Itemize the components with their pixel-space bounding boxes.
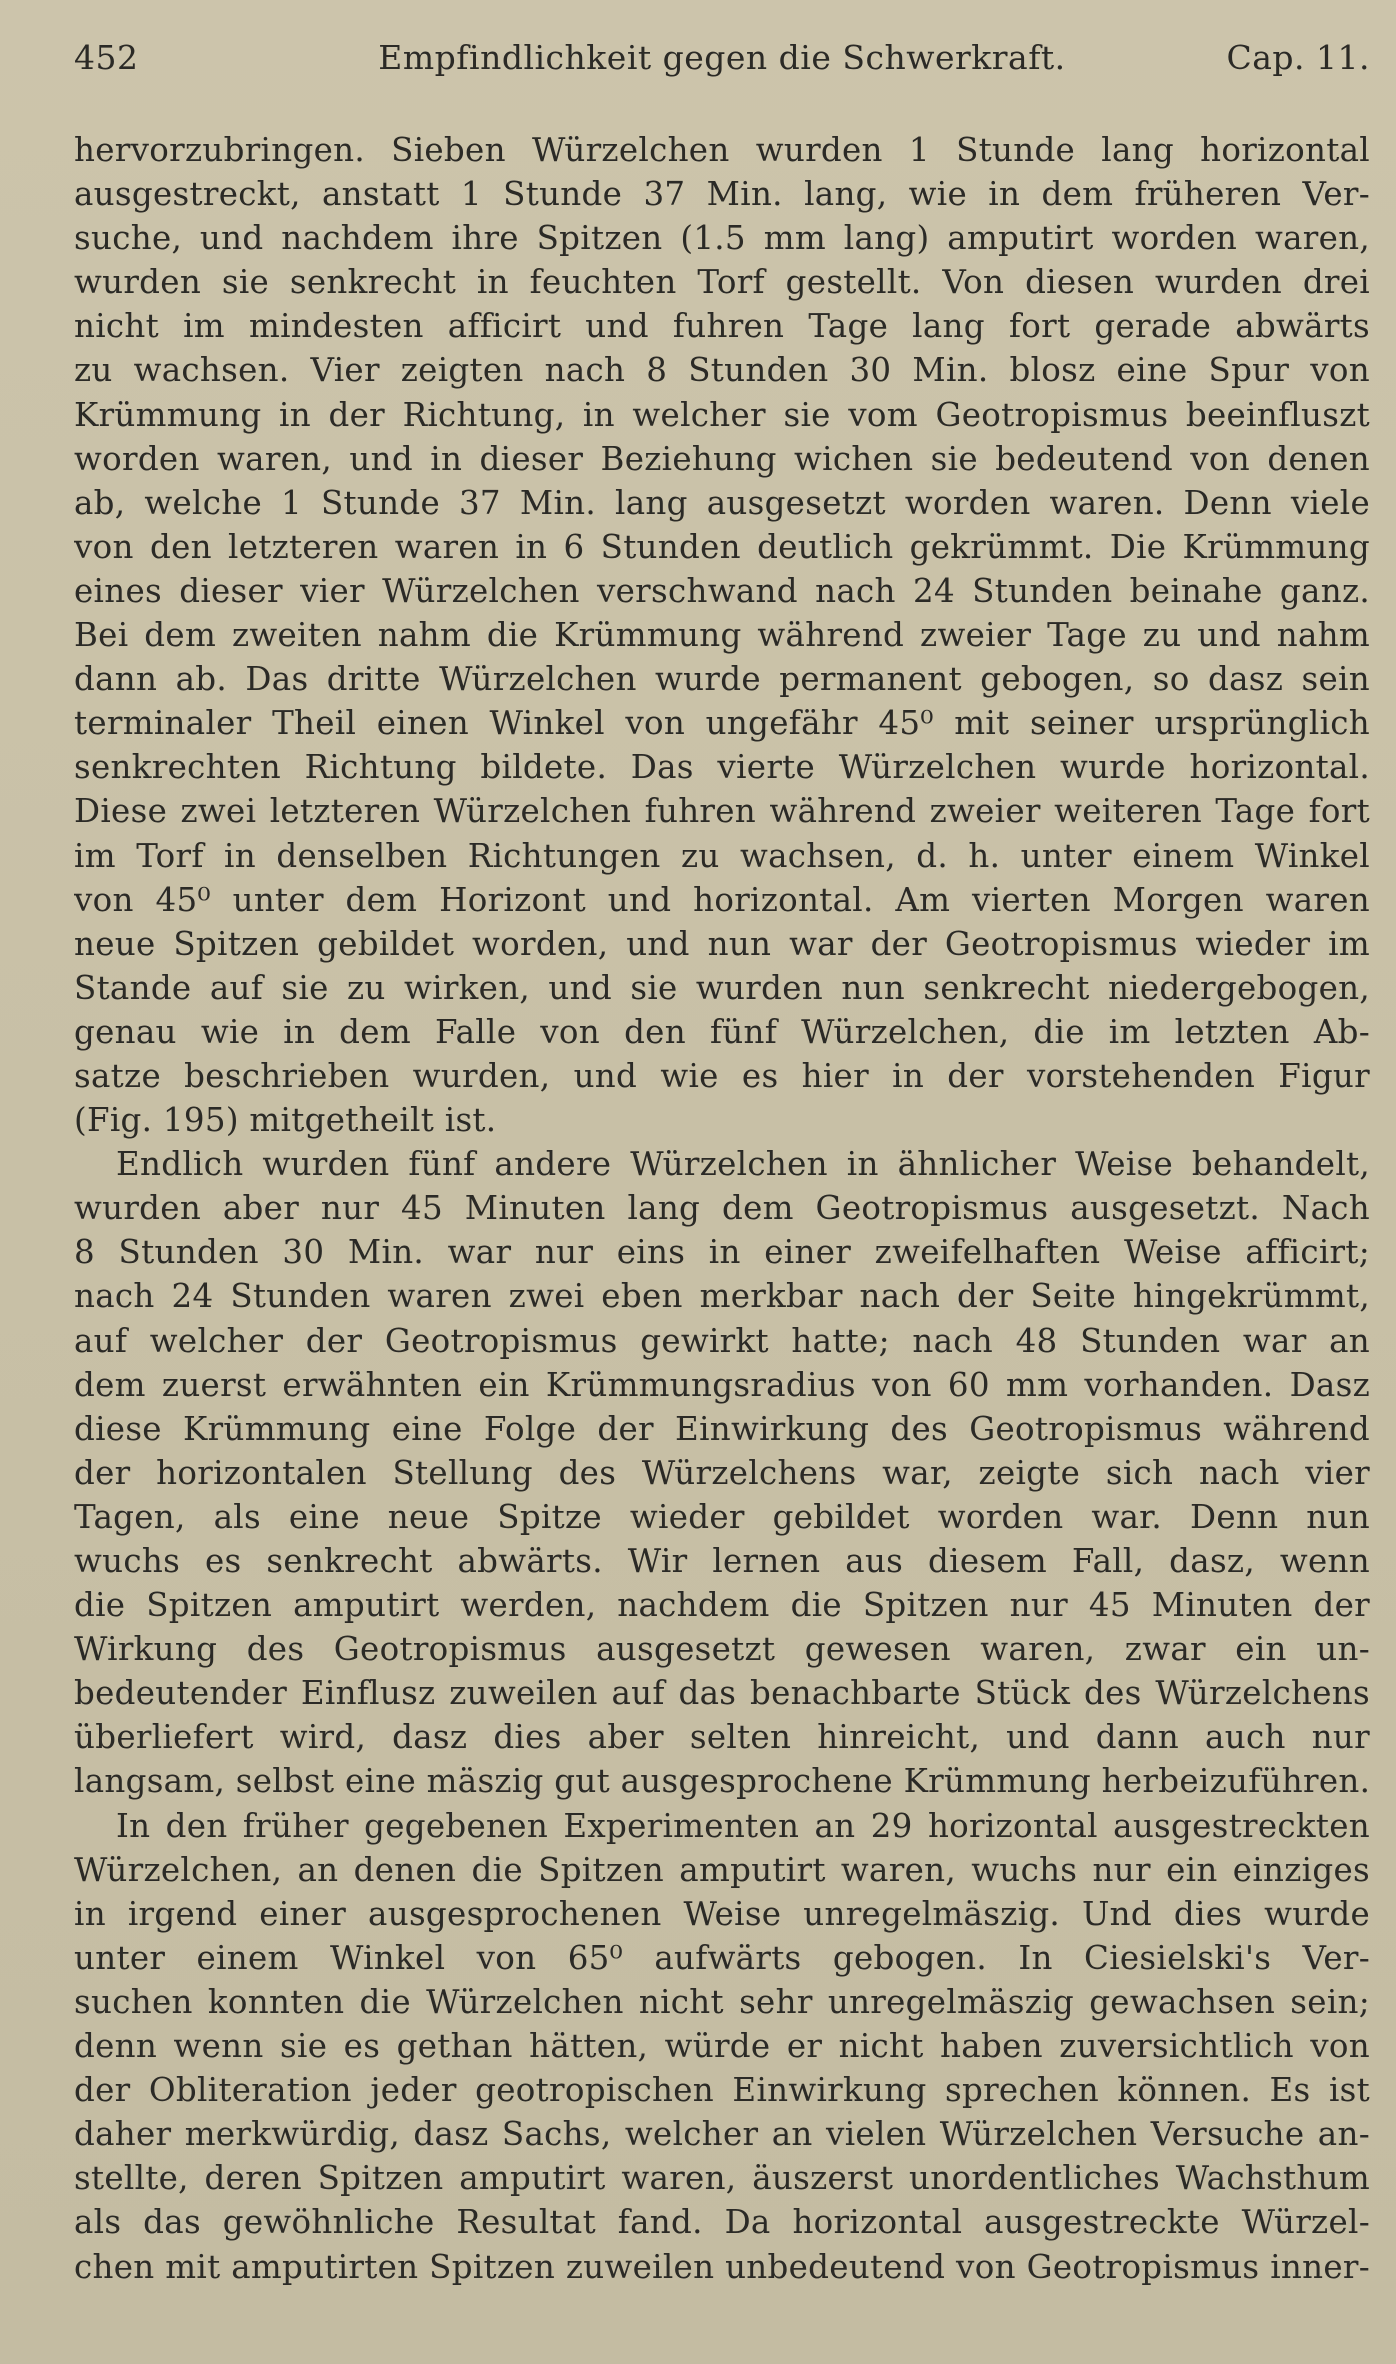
page-header xyxy=(74,38,1370,88)
text-line: Bei dem zweiten nahm die Krümmung während zweier Tage zu und nahm xyxy=(74,616,1370,655)
text-line: suche, und nachdem ihre Spitzen (1.5 mm lang) amputirt worden waren, xyxy=(74,219,1370,258)
text-line: chen mit amputirten Spitzen zuweilen unbedeutend von Geotropismus inner- xyxy=(74,2247,1370,2286)
text-line: senkrechten Richtung bildete. Das vierte Würzelchen wurde horizontal. xyxy=(74,748,1370,787)
text-line: eines dieser vier Würzelchen verschwand nach 24 Stunden beinahe ganz. xyxy=(74,571,1370,610)
text-line: Diese zwei letzteren Würzelchen fuhren während zweier weiteren Tage fort xyxy=(74,792,1370,831)
text-line: nach 24 Stunden waren zwei eben merkbar nach der Seite hingekrümmt, xyxy=(74,1277,1370,1316)
page-number: 452 xyxy=(74,38,139,77)
text-line: terminaler Theil einen Winkel von ungefähr 45⁰ mit seiner ursprünglich xyxy=(74,704,1370,743)
text-line: auf welcher der Geotropismus gewirkt hatte; nach 48 Stunden war an xyxy=(74,1321,1370,1360)
text-line: zu wachsen. Vier zeigten nach 8 Stunden 30 Min. blosz eine Spur von xyxy=(74,351,1370,390)
text-line: im Torf in denselben Richtungen zu wachsen, d. h. unter einem Winkel xyxy=(74,836,1370,875)
text-line: denn wenn sie es gethan hätten, würde er nicht haben zuversichtlich von xyxy=(74,2027,1370,2066)
text-line: dem zuerst erwähnten ein Krümmungsradius von 60 mm vorhanden. Dasz xyxy=(74,1365,1370,1404)
text-line: Wirkung des Geotropismus ausgesetzt gewesen waren, zwar ein un- xyxy=(74,1630,1370,1669)
text-line: dann ab. Das dritte Würzelchen wurde permanent gebogen, so dasz sein xyxy=(74,660,1370,699)
text-line: genau wie in dem Falle von den fünf Würzelchen, die im letzten Ab- xyxy=(74,1012,1370,1051)
running-title: Empfindlichkeit gegen die Schwerkraft. xyxy=(378,38,1066,77)
chapter-label: Cap. 11. xyxy=(1226,38,1370,77)
text-line: wurden aber nur 45 Minuten lang dem Geotropismus ausgesetzt. Nach xyxy=(74,1189,1370,1228)
text-line: bedeutender Einflusz zuweilen auf das benachbarte Stück des Würzelchens xyxy=(74,1674,1370,1713)
text-line: 8 Stunden 30 Min. war nur eins in einer zweifelhaften Weise afficirt; xyxy=(74,1233,1370,1272)
paragraph-end-line: (Fig. 195) mitgetheilt ist. xyxy=(74,1101,497,1140)
text-line: nicht im mindesten afficirt und fuhren Tage lang fort gerade abwärts xyxy=(74,307,1370,346)
body-text xyxy=(74,128,1370,2289)
text-line: satze beschrieben wurden, und wie es hier in der vorstehenden Figur xyxy=(74,1056,1370,1095)
text-line: Stande auf sie zu wirken, und sie wurden nun senkrecht niedergebogen, xyxy=(74,968,1370,1007)
paragraph-start-line: In den früher gegebenen Experimenten an 29 horizontal ausgestreckten xyxy=(116,1806,1370,1845)
text-line: der horizontalen Stellung des Würzelchens war, zeigte sich nach vier xyxy=(74,1453,1370,1492)
text-line: worden waren, und in dieser Beziehung wichen sie bedeutend von denen xyxy=(74,439,1370,478)
text-line: Würzelchen, an denen die Spitzen amputirt waren, wuchs nur ein einziges xyxy=(74,1850,1370,1889)
text-line: neue Spitzen gebildet worden, und nun war der Geotropismus wieder im xyxy=(74,924,1370,963)
text-line: von den letzteren waren in 6 Stunden deutlich gekrümmt. Die Krümmung xyxy=(74,527,1370,566)
text-line: in irgend einer ausgesprochenen Weise unregelmäszig. Und dies wurde xyxy=(74,1894,1370,1933)
text-line: stellte, deren Spitzen amputirt waren, äuszerst unordentliches Wachsthum xyxy=(74,2159,1370,2198)
text-line: daher merkwürdig, dasz Sachs, welcher an vielen Würzelchen Versuche an- xyxy=(74,2115,1370,2154)
text-line: der Obliteration jeder geotropischen Einwirkung sprechen können. Es ist xyxy=(74,2071,1370,2110)
text-line: überliefert wird, dasz dies aber selten hinreicht, und dann auch nur xyxy=(74,1718,1370,1757)
paragraph-end-line: langsam, selbst eine mäszig gut ausgesprochene Krümmung herbeizuführen. xyxy=(74,1762,1370,1801)
text-line: suchen konnten die Würzelchen nicht sehr unregelmäszig gewachsen sein; xyxy=(74,1982,1370,2021)
text-line: wuchs es senkrecht abwärts. Wir lernen aus diesem Fall, dasz, wenn xyxy=(74,1542,1370,1580)
paragraph-start-line: Endlich wurden fünf andere Würzelchen in ähnlicher Weise behandelt, xyxy=(116,1145,1370,1184)
text-line: als das gewöhnliche Resultat fand. Da horizontal ausgestreckte Würzel- xyxy=(74,2203,1370,2242)
text-line: ab, welche 1 Stunde 37 Min. lang ausgesetzt worden waren. Denn viele xyxy=(74,483,1370,522)
text-line: diese Krümmung eine Folge der Einwirkung des Geotropismus während xyxy=(74,1409,1370,1448)
text-line: wurden sie senkrecht in feuchten Torf gestellt. Von diesen wurden drei xyxy=(74,263,1370,302)
text-line: Tagen, als eine neue Spitze wieder gebildet worden war. Denn nun xyxy=(74,1497,1370,1536)
text-line: von 45⁰ unter dem Horizont und horizontal. Am vierten Morgen waren xyxy=(74,880,1370,919)
text-line: Krümmung in der Richtung, in welcher sie vom Geotropismus beeinfluszt xyxy=(74,395,1370,434)
text-line: die Spitzen amputirt werden, nachdem die Spitzen nur 45 Minuten der xyxy=(74,1586,1370,1625)
text-line: ausgestreckt, anstatt 1 Stunde 37 Min. lang, wie in dem früheren Ver- xyxy=(74,175,1370,214)
text-line: unter einem Winkel von 65⁰ aufwärts gebogen. In Ciesielski's Ver- xyxy=(74,1938,1370,1977)
text-line: hervorzubringen. Sieben Würzelchen wurden 1 Stunde lang horizontal xyxy=(74,131,1370,169)
